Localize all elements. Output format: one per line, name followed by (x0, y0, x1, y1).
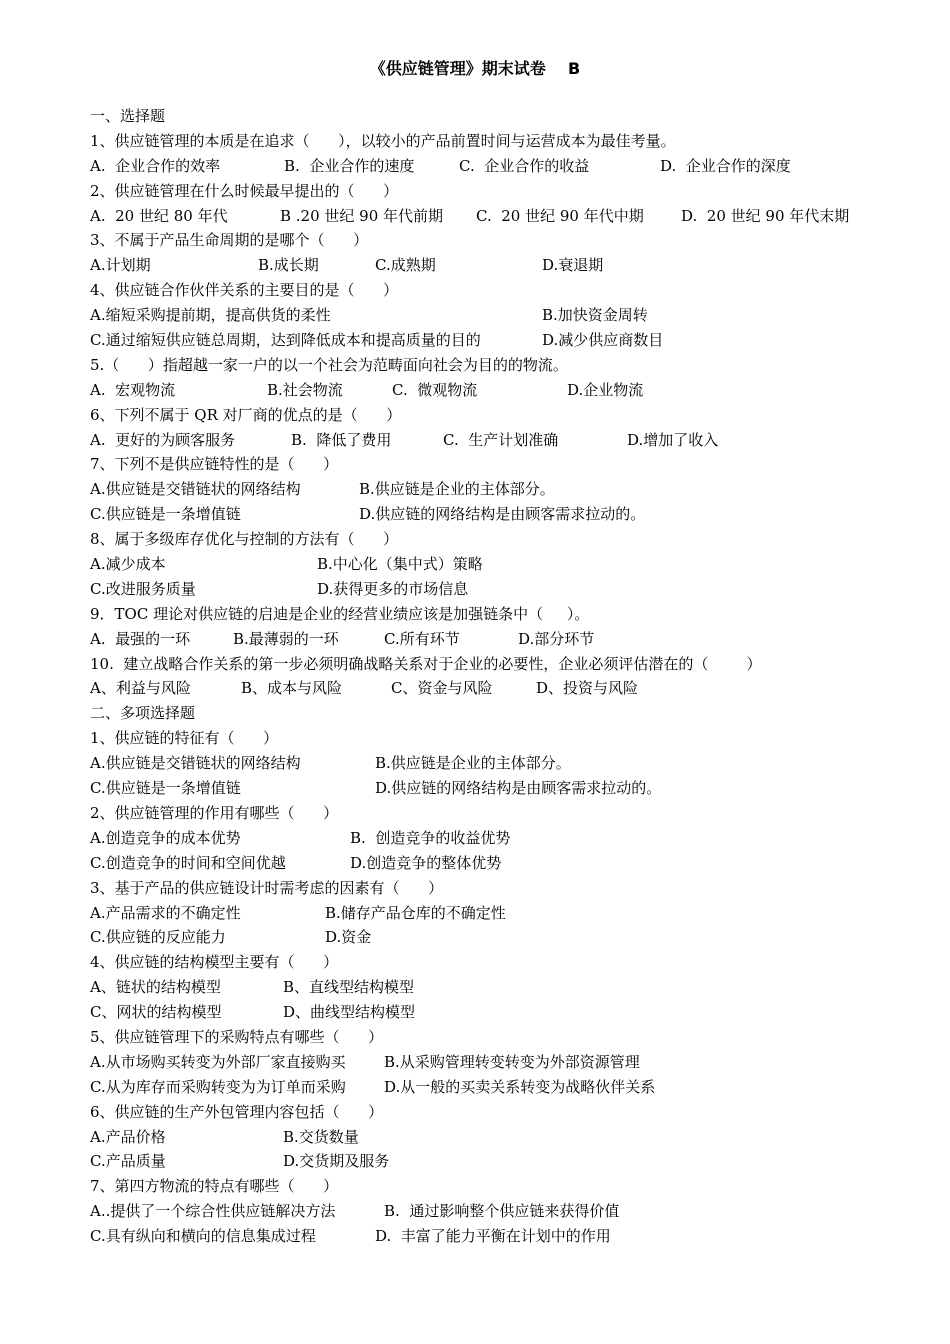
options-row (90, 627, 930, 652)
option-text: D、投资与风险 (536, 679, 639, 698)
options-row (90, 502, 930, 527)
option-text: A. 企业合作的效率 (90, 156, 221, 175)
option-text: D.交货期及服务 (283, 1152, 390, 1171)
question-text: 1、供应链的特征有（ ） (90, 729, 279, 748)
option-text: D.部分环节 (518, 629, 595, 648)
option-text: B.储存产品仓库的不确定性 (325, 903, 506, 922)
option-text: A、链状的结构模型 (90, 978, 221, 997)
option-text: B .20 世纪 90 年代前期 (280, 206, 444, 225)
option-text: D.创造竞争的整体优势 (350, 853, 502, 872)
options-row (90, 975, 930, 1000)
option-text: D.供应链的网络结构是由顾客需求拉动的。 (375, 779, 662, 798)
question-text: 10. 建立战略合作关系的第一步必须明确战略关系对于企业的必要性，企业必须评估潜在的（ ） (90, 654, 762, 673)
option-text: B.最薄弱的一环 (233, 629, 339, 648)
option-text: A..提供了一个综合性供应链解决方法 (90, 1202, 336, 1221)
option-text: D.获得更多的市场信息 (317, 579, 469, 598)
option-text: B.供应链是企业的主体部分。 (375, 754, 571, 773)
question-text: 7、下列不是供应链特性的是（ ） (90, 455, 339, 474)
option-text: B、成本与风险 (241, 679, 343, 698)
option-text: C. 生产计划准确 (443, 430, 559, 449)
option-text: C、资金与风险 (391, 679, 493, 698)
question-text: 7、第四方物流的特点有哪些（ ） (90, 1177, 339, 1196)
option-text: C、网状的结构模型 (90, 1003, 222, 1022)
option-text: A. 宏观物流 (90, 380, 176, 399)
option-text: C. 20 世纪 90 年代中期 (476, 206, 644, 225)
options-row (90, 751, 930, 776)
option-text: B. 降低了费用 (291, 430, 392, 449)
options-row (90, 253, 930, 278)
question-text: 5、供应链管理下的采购特点有哪些（ ） (90, 1027, 384, 1046)
option-text: C.从为库存而采购转变为为订单而采购 (90, 1077, 346, 1096)
option-text: D.供应链的网络结构是由顾客需求拉动的。 (359, 505, 646, 524)
page-title: 《供应链管理》期末试卷 B (369, 59, 581, 78)
options-row (90, 154, 930, 179)
options-row (90, 925, 930, 950)
option-text: B. 创造竞争的收益优势 (350, 828, 511, 847)
options-row (90, 204, 930, 229)
option-text: C.改进服务质量 (90, 579, 196, 598)
option-text: A.供应链是交错链状的网络结构 (90, 754, 301, 773)
option-text: A.计划期 (90, 256, 151, 275)
option-text: C.所有环节 (384, 629, 460, 648)
option-text: A、利益与风险 (90, 679, 191, 698)
options-row (90, 1000, 930, 1025)
option-text: D.资金 (325, 928, 372, 947)
options-row (90, 826, 930, 851)
option-text: B.成长期 (258, 256, 319, 275)
question-text: 9．TOC 理论对供应链的启迪是企业的经营业绩应该是加强链条中（ ）。 (90, 604, 590, 623)
question-text: 3、基于产品的供应链设计时需考虑的因素有（ ） (90, 878, 444, 897)
option-text: C.产品质量 (90, 1152, 166, 1171)
option-text: C. 企业合作的收益 (459, 156, 590, 175)
options-row (90, 477, 930, 502)
question-text: 4、供应链的结构模型主要有（ ） (90, 953, 339, 972)
options-row (90, 378, 930, 403)
option-text: A. 20 世纪 80 年代 (90, 206, 228, 225)
question-text: 5.（ ）指超越一家一户的以一个社会为范畴面向社会为目的的物流。 (90, 355, 568, 374)
option-text: B.从采购管理转变转变为外部资源管理 (384, 1052, 640, 1071)
options-row (90, 328, 930, 353)
option-text: B.社会物流 (267, 380, 343, 399)
section-heading: 二、多项选择题 (90, 704, 196, 723)
option-text: C. 微观物流 (392, 380, 478, 399)
option-text: A.产品价格 (90, 1127, 166, 1146)
options-row (90, 851, 930, 876)
option-text: C.供应链的反应能力 (90, 928, 226, 947)
option-text: A.创造竞争的成本优势 (90, 828, 241, 847)
option-text: A. 更好的为顾客服务 (90, 430, 236, 449)
option-text: C.创造竞争的时间和空间优越 (90, 853, 286, 872)
option-text: B. 通过影响整个供应链来获得价值 (384, 1202, 620, 1221)
option-text: D. 丰富了能力平衡在计划中的作用 (375, 1227, 611, 1246)
question-text: 6、下列不属于 QR 对厂商的优点的是（ ） (90, 405, 402, 424)
options-row (90, 577, 930, 602)
option-text: A.缩短采购提前期，提高供货的柔性 (90, 306, 331, 325)
question-text: 8、属于多级库存优化与控制的方法有（ ） (90, 530, 399, 549)
option-text: C.具有纵向和横向的信息集成过程 (90, 1227, 316, 1246)
options-row (90, 1125, 930, 1150)
option-text: B.供应链是企业的主体部分。 (359, 480, 555, 499)
option-text: B.中心化（集中式）策略 (317, 555, 483, 574)
question-text: 2、供应链管理在什么时候最早提出的（ ） (90, 181, 399, 200)
option-text: C.供应链是一条增值链 (90, 779, 241, 798)
section-heading: 一、选择题 (90, 107, 166, 125)
question-text: 4、供应链合作伙伴关系的主要目的是（ ） (90, 281, 399, 300)
options-row (90, 776, 930, 801)
option-text: A.产品需求的不确定性 (90, 903, 241, 922)
options-row (90, 1050, 930, 1075)
options-row (90, 428, 930, 453)
option-text: A.从市场购买转变为外部厂家直接购买 (90, 1052, 346, 1071)
option-text: C.成熟期 (375, 256, 436, 275)
options-row (90, 1199, 930, 1224)
options-row (90, 1149, 930, 1174)
option-text: D.减少供应商数目 (542, 331, 664, 350)
option-text: B.交货数量 (283, 1127, 359, 1146)
option-text: A. 最强的一环 (90, 629, 191, 648)
options-row (90, 676, 930, 701)
options-row (90, 552, 930, 577)
option-text: A.供应链是交错链状的网络结构 (90, 480, 301, 499)
option-text: D.增加了收入 (627, 430, 719, 449)
option-text: B. 企业合作的速度 (284, 156, 415, 175)
options-row (90, 1224, 930, 1249)
option-text: A.减少成本 (90, 555, 166, 574)
option-text: D. 企业合作的深度 (660, 156, 791, 175)
option-text: B、直线型结构模型 (283, 978, 415, 997)
option-text: D、曲线型结构模型 (283, 1003, 416, 1022)
option-text: C.供应链是一条增值链 (90, 505, 241, 524)
options-row (90, 901, 930, 926)
question-text: 3、不属于产品生命周期的是哪个（ ） (90, 231, 369, 250)
option-text: B.加快资金周转 (542, 306, 648, 325)
option-text: D.企业物流 (567, 380, 644, 399)
question-text: 1、供应链管理的本质是在追求（ ），以较小的产品前置时间与运营成本为最佳考量。 (90, 131, 676, 150)
option-text: D. 20 世纪 90 年代末期 (681, 206, 850, 225)
question-text: 6、供应链的生产外包管理内容包括（ ） (90, 1102, 384, 1121)
exam-content (90, 104, 930, 1249)
option-text: D.从一般的买卖关系转变为战略伙伴关系 (384, 1077, 656, 1096)
options-row (90, 1075, 930, 1100)
question-text: 2、供应链管理的作用有哪些（ ） (90, 803, 339, 822)
options-row (90, 303, 930, 328)
option-text: D.衰退期 (542, 256, 604, 275)
option-text: C.通过缩短供应链总周期，达到降低成本和提高质量的目的 (90, 331, 481, 350)
